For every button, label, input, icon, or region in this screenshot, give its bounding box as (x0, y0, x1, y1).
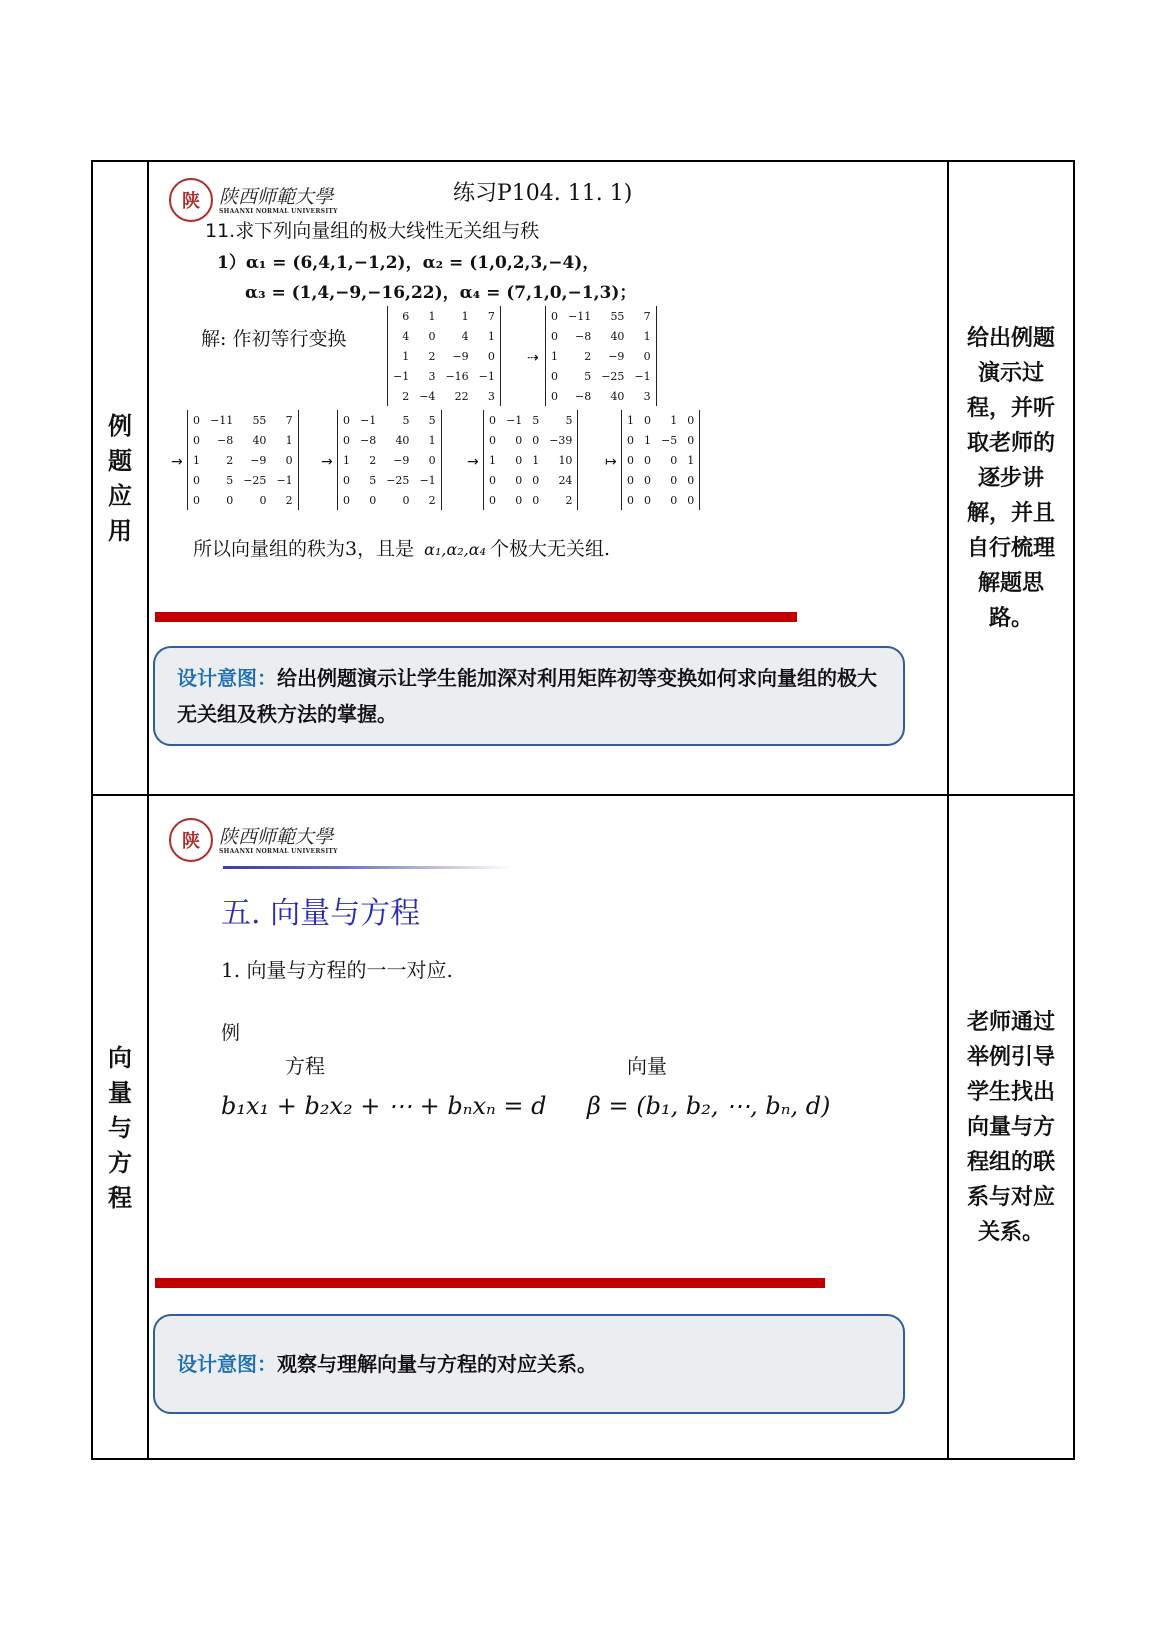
matrix-entry: 0 (428, 453, 436, 467)
matrix-entry: 0 (643, 349, 651, 363)
matrix-entry: 3 (428, 369, 436, 383)
university-seal-icon: 陕 (169, 178, 213, 222)
note-cell (947, 162, 1073, 794)
row-label: 例题应用 (108, 411, 132, 545)
matrix-entry: −9 (393, 453, 410, 467)
matrix-entry: 1 (687, 453, 695, 467)
conclusion-prefix: 所以向量组的秩为3，且是 (193, 538, 415, 560)
matrix-entry: 4 (402, 329, 410, 343)
teacher-note: 老师通过举例引导学生找出向量与方程组的联系与对应关系。 (966, 1009, 1055, 1245)
arrow-icon: → (321, 454, 333, 470)
matrix-entry: 5 (532, 413, 540, 427)
design-intent-box (153, 1314, 905, 1414)
matrix-entry: 0 (644, 493, 651, 507)
logo-cn: 陕西师範大學 (219, 185, 334, 208)
matrix-entry: 0 (670, 453, 678, 467)
matrix-entry: 1 (643, 329, 651, 343)
slide-cell (149, 796, 947, 1458)
matrix-entry: 40 (395, 433, 410, 447)
matrix-entry: 7 (643, 309, 651, 323)
matrix-entry: 1 (627, 413, 634, 427)
row-label-cell (93, 162, 149, 794)
matrix-entry: −1 (506, 413, 523, 427)
matrix-entry: 2 (369, 453, 377, 467)
matrix-entry: 24 (558, 473, 573, 487)
matrix-entry: 0 (489, 433, 496, 447)
matrix-entry: 4 (461, 329, 469, 343)
matrix-entry: 0 (489, 473, 496, 487)
intent-text: 观察与理解向量与方程的对应关系。 (277, 1352, 597, 1376)
matrix-entry: 0 (687, 493, 695, 507)
lesson-table (91, 160, 1075, 1460)
matrix-entry: 0 (285, 453, 293, 467)
matrix-entry: 0 (487, 349, 495, 363)
university-seal-icon: 陕 (169, 818, 213, 862)
arrow-icon: ⇢ (527, 350, 539, 366)
logo-underline (223, 866, 513, 869)
matrix-entry: −8 (217, 433, 234, 447)
matrix-entry: 0 (428, 329, 436, 343)
matrix-entry: 5 (369, 473, 377, 487)
matrix-entry: 2 (584, 349, 592, 363)
matrix-entry: 7 (285, 413, 293, 427)
conclusion-vectors: α₁,α₂,α₄ (424, 540, 486, 559)
col-equation-header: 方程 (285, 1054, 325, 1078)
matrix-entry: 1 (551, 349, 558, 363)
matrix-entry: 1 (428, 433, 436, 447)
matrix-entry: 3 (487, 389, 495, 403)
matrix-entry: 1 (402, 349, 410, 363)
matrix-entry: 0 (687, 433, 695, 447)
solution-label: 解: 作初等行变换 (201, 328, 347, 350)
red-divider (155, 612, 797, 622)
matrix-entry: 0 (193, 493, 200, 507)
matrix-entry: −25 (601, 369, 625, 383)
matrix-entry: 0 (627, 473, 634, 487)
matrix-entry: 6 (402, 309, 410, 323)
matrix-entry: 0 (515, 473, 523, 487)
matrix-entry: 1 (489, 453, 496, 467)
note-cell (947, 796, 1073, 1458)
matrix-1 (387, 306, 501, 406)
matrix-entry: 1 (428, 309, 436, 323)
example-label: 例 (221, 1022, 241, 1044)
matrix-entry: 0 (644, 453, 651, 467)
matrix-entry: 5 (565, 413, 573, 427)
matrix-entry: 7 (487, 309, 495, 323)
matrix-entry: 2 (428, 493, 436, 507)
matrix-entry: 0 (670, 473, 678, 487)
matrix-entry: 1 (285, 433, 293, 447)
matrix-entry: 0 (515, 453, 523, 467)
matrix-3 (187, 410, 299, 510)
matrix-entry: 5 (226, 473, 234, 487)
matrix-entry: 1 (193, 453, 200, 467)
intent-label: 设计意图： (177, 666, 277, 690)
conclusion-suffix: 个极大无关组. (489, 538, 611, 560)
matrix-entry: −9 (608, 349, 625, 363)
teacher-note: 给出例题演示过程，并听取老师的逐步讲解，并且自行梳理解题思路。 (966, 325, 1055, 631)
design-intent-box (153, 646, 905, 746)
arrow-icon: ↦ (605, 454, 617, 470)
matrix-entry: −9 (452, 349, 469, 363)
matrix-entry: 0 (627, 433, 634, 447)
matrix-entry: 0 (532, 493, 540, 507)
matrix-entry: 1 (670, 413, 678, 427)
matrix-entry: 0 (627, 453, 634, 467)
matrix-entry: 0 (551, 389, 558, 403)
arrow-icon: → (171, 454, 183, 470)
matrix-entry: 2 (428, 349, 436, 363)
matrix-entry: 0 (343, 413, 350, 427)
matrix-entry: 0 (551, 309, 558, 323)
matrix-entry: 2 (285, 493, 293, 507)
matrix-entry: 0 (193, 433, 200, 447)
matrix-entry: −1 (478, 369, 495, 383)
matrix-entry: 0 (687, 413, 695, 427)
matrix-entry: 0 (515, 493, 523, 507)
matrix-entry: −25 (243, 473, 267, 487)
matrix-entry: −1 (360, 413, 377, 427)
matrix-entry: 1 (644, 433, 651, 447)
matrix-entry: 0 (343, 493, 350, 507)
vector: β = (b₁, b₂, ⋯, bₙ, d) (587, 1092, 831, 1120)
matrix-entry: 0 (193, 473, 200, 487)
matrix-entry: 0 (402, 493, 410, 507)
matrix-entry: 55 (610, 309, 625, 323)
matrix-entry: 0 (551, 329, 558, 343)
subtitle: 1. 向量与方程的一一对应. (221, 958, 453, 982)
matrix-entry: −16 (445, 369, 469, 383)
equation: b₁x₁ + b₂x₂ + ⋯ + bₙxₙ = d (221, 1092, 547, 1120)
table-row-example (93, 162, 1073, 796)
table-row-vector-equation (93, 796, 1073, 1458)
matrix-entry: 2 (402, 389, 410, 403)
matrix-entry: 0 (551, 369, 558, 383)
matrix-entry: 0 (226, 493, 234, 507)
matrix-entry: −1 (634, 369, 651, 383)
matrix-5 (483, 410, 578, 510)
matrix-entry: 0 (644, 413, 651, 427)
matrix-entry: −4 (419, 389, 436, 403)
matrix-entry: 55 (252, 413, 267, 427)
vector-line-1: 1）α₁ = (6,4,1,−1,2)，α₂ = (1,0,2,3,−4)， (217, 253, 600, 273)
matrix-entry: −8 (575, 329, 592, 343)
vector-line-2: α₃ = (1,4,−9,−16,22)，α₄ = (7,1,0,−1,3)； (245, 283, 637, 303)
section-title: 五. 向量与方程 (221, 896, 421, 931)
matrix-6 (621, 410, 700, 510)
matrix-entry: 0 (644, 473, 651, 487)
matrix-entry: 0 (343, 433, 350, 447)
exercise-ref: 练习P104. 11. 1) (453, 181, 633, 206)
matrix-entry: 1 (487, 329, 495, 343)
matrix-entry: −39 (549, 433, 573, 447)
red-divider (155, 1278, 825, 1288)
row-label-cell (93, 796, 149, 1458)
matrix-entry: 0 (259, 493, 267, 507)
matrix-2 (545, 306, 657, 406)
matrix-entry: 0 (369, 493, 377, 507)
matrix-entry: 0 (489, 493, 496, 507)
matrix-entry: 1 (343, 453, 350, 467)
matrix-entry: −8 (575, 389, 592, 403)
slide-cell (149, 162, 947, 794)
matrix-entry: 1 (461, 309, 469, 323)
row-label: 向量与方程 (108, 1042, 132, 1212)
matrix-entry: 1 (532, 453, 540, 467)
matrix-entry: 0 (515, 433, 523, 447)
matrix-entry: 40 (610, 329, 625, 343)
matrix-entry: 3 (643, 389, 651, 403)
matrix-entry: −1 (419, 473, 436, 487)
logo-cn: 陕西师範大學 (219, 825, 334, 848)
matrix-entry: 5 (428, 413, 436, 427)
matrix-entry: −9 (250, 453, 267, 467)
matrix-entry: −1 (393, 369, 410, 383)
matrix-entry: 5 (402, 413, 410, 427)
matrix-entry: −25 (386, 473, 410, 487)
matrix-entry: 5 (584, 369, 592, 383)
matrix-entry: 0 (627, 493, 634, 507)
matrix-entry: 0 (532, 433, 540, 447)
matrix-entry: 0 (532, 473, 540, 487)
matrix-entry: −8 (360, 433, 377, 447)
arrow-icon: → (467, 454, 479, 470)
conclusion (193, 534, 610, 561)
intent-label: 设计意图： (177, 1352, 277, 1376)
matrix-entry: −11 (210, 413, 234, 427)
matrix-entry: −11 (568, 309, 592, 323)
intent-text: 给出例题演示让学生能加深对利用矩阵初等变换如何求向量组的极大无关组及秩方法的掌握。 (177, 666, 877, 726)
matrix-entry: −5 (661, 433, 678, 447)
matrix-entry: 0 (193, 413, 200, 427)
matrix-entry: 0 (489, 413, 496, 427)
matrix-entry: 0 (343, 473, 350, 487)
logo-en: SHAANXI NORMAL UNIVERSITY (219, 207, 338, 215)
matrix-entry: 22 (454, 389, 469, 403)
matrix-entry: 10 (558, 453, 573, 467)
matrix-entry: 0 (670, 493, 678, 507)
matrix-entry: 40 (610, 389, 625, 403)
matrix-entry: 0 (687, 473, 695, 487)
matrix-entry: 2 (565, 493, 573, 507)
problem-statement: 11.求下列向量组的极大线性无关组与秩 (205, 220, 540, 242)
matrix-4 (337, 410, 442, 510)
matrix-entry: −1 (276, 473, 293, 487)
logo-en: SHAANXI NORMAL UNIVERSITY (219, 847, 338, 855)
matrix-entry: 2 (226, 453, 234, 467)
col-vector-header: 向量 (627, 1054, 667, 1078)
matrix-entry: 40 (252, 433, 267, 447)
university-logo (169, 818, 338, 862)
